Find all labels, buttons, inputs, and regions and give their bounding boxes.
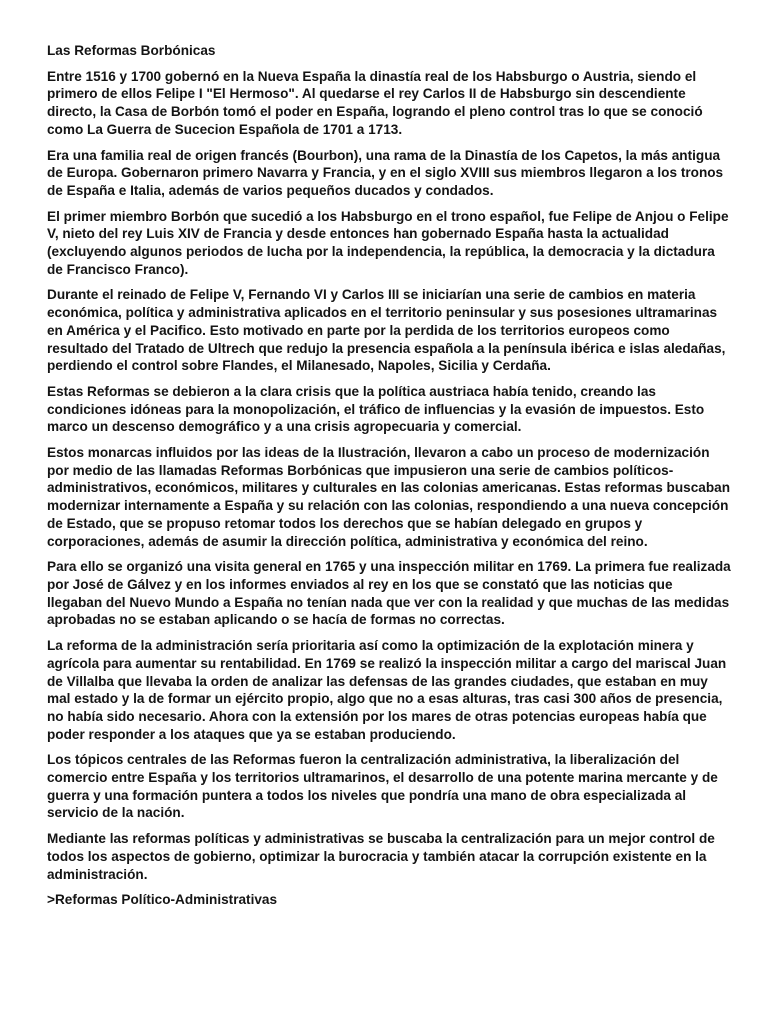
document-page xyxy=(47,42,731,909)
paragraph-7: Para ello se organizó una visita general en 1765 y una inspección militar en 1769. La primera fue realizada por José de Gálvez y en los informes enviados al rey en los que se constató que las noticias que llegaban del Nuevo Mundo a España no tenían nada que ver con la realidad y que muchas de las medidas aprobadas no se estaban aplicando o se hacía de formas no correctas. xyxy=(47,559,731,628)
paragraph-6: Estos monarcas influidos por las ideas de la Ilustración, llevaron a cabo un proceso de modernización por medio de las llamadas Reformas Borbónicas que impusieron una serie de cambios políticos- administrativos, económicos, militares y culturales en las colonias americanas. Estas reformas buscaban modernizar internamente a España y su relación con las colonias, respondiendo a una nueva concepción de Estado, que se propuso retomar todos los derechos que se habían delegado en grupos y corporaciones, además de asumir la dirección política, administrativa y económica del reino. xyxy=(47,445,730,549)
section-link[interactable]: >Reformas Político-Administrativas xyxy=(47,892,278,908)
paragraph-5: Estas Reformas se debieron a la clara crisis que la política austriaca había tenido, creando las condiciones idóneas para la monopolización, el tráfico de influencias y la evasión de impuestos. Esto marco un descenso demográfico y a una crisis agropecuaria y comercial. xyxy=(47,383,705,435)
paragraph-10: Mediante las reformas políticas y administrativas se buscaba la centralización para un mejor control de todos los aspectos de gobierno, optimizar la burocracia y también atacar la corrupción existente en la administración. xyxy=(47,831,715,882)
paragraph-4: Durante el reinado de Felipe V, Fernando VI y Carlos III se iniciarían una serie de cambios en materia económica, política y administrativa aplicados en el territorio peninsular y sus posesiones ultramarinas en América y el Pacifico. Esto motivado en parte por la perdida de los territorios europeos como resultado del Tratado de Ultrech que redujo la presencia española a la península ibérica e islas aledañas, perdiendo el control sobre Flandes, el Milanesado, Napoles, Sicilia y Cerdaña. xyxy=(47,287,726,374)
paragraph-3: El primer miembro Borbón que sucedió a los Habsburgo en el trono español, fue Felipe de Anjou o Felipe V, nieto del rey Luis XIV de Francia y desde entonces han gobernado España hasta la actualidad (excluyendo algunos periodos de lucha por la independencia, la república, la democracia y la dictadura de Francisco Franco). xyxy=(47,208,729,277)
paragraph-2: Era una familia real de origen francés (Bourbon), una rama de la Dinastía de los Capetos, la más antigua de Europa. Gobernaron primero Navarra y Francia, y en el siglo XVIII sus miembros llegaron a los tronos de España e Italia, además de varios pequeños ducados y condados. xyxy=(47,147,724,198)
paragraph-9: Los tópicos centrales de las Reformas fueron la centralización administrativa, la liberalización del comercio entre España y los territorios ultramarinos, el desarrollo de una potente marina mercante y de guerra y una formación puntera a todos los niveles que pondría una mano de obra especializada al servicio de la nación. xyxy=(47,752,718,821)
document-title: Las Reformas Borbónicas xyxy=(47,43,216,58)
paragraph-1: Entre 1516 y 1700 gobernó en la Nueva España la dinastía real de los Habsburgo o Austria, siendo el primero de ellos Felipe I "El Hermoso". Al quedarse el rey Carlos II de Habsburgo sin descendiente directo, la Casa de Borbón tomó el poder en España, logrando el pleno control tras lo que se conoció como La Guerra de Sucecion Española de 1701 a 1713. xyxy=(47,68,703,137)
paragraph-8: La reforma de la administración sería prioritaria así como la optimización de la explotación minera y agrícola para aumentar su rentabilidad. En 1769 se realizó la inspección militar a cargo del mariscal Juan de Villalba que llevaba la orden de analizar las defensas de las grandes ciudades, que estaban en muy mal estado y la de formar un ejército propio, algo que no a esas alturas, tras casi 300 años de presencia, no había sido necesario. Ahora con la extensión por los mares de otras potencias europeas había que poder responder a los ataques que ya se estaban produciendo. xyxy=(47,638,727,742)
